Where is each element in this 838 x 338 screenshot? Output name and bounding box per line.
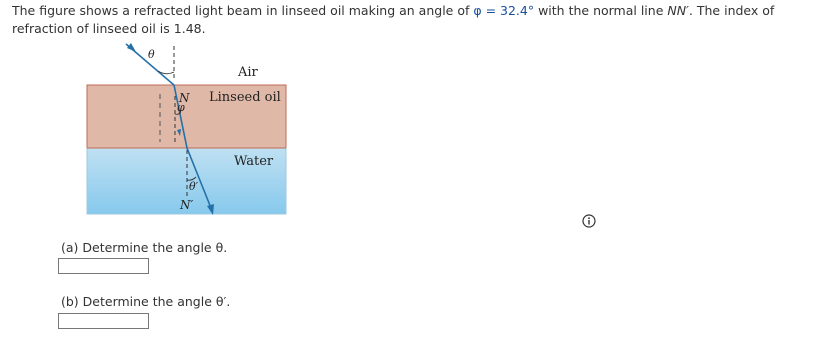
phi-value: φ = 32.4° bbox=[473, 3, 535, 18]
info-icon[interactable] bbox=[582, 213, 596, 227]
question-a-label: (a) Determine the angle θ. bbox=[61, 240, 228, 255]
normal-top-label: N bbox=[179, 91, 190, 105]
info-icon-stem bbox=[588, 220, 589, 225]
linseed-oil-label: Linseed oil bbox=[209, 90, 281, 105]
beam-arrow-air bbox=[127, 43, 136, 52]
info-icon-graphic bbox=[582, 214, 596, 228]
theta-prime-label: θ′ bbox=[189, 180, 199, 193]
problem-text-middle: with the normal line bbox=[534, 3, 668, 18]
normal-line-label: NN′ bbox=[667, 3, 689, 18]
info-icon-dot bbox=[588, 217, 590, 219]
air-label: Air bbox=[238, 65, 258, 80]
answer-b-input[interactable] bbox=[58, 313, 149, 329]
question-b-label: (b) Determine the angle θ′. bbox=[61, 294, 231, 309]
problem-text-before: The figure shows a refracted light beam in linseed oil making an angle of bbox=[12, 3, 474, 18]
water-label: Water bbox=[234, 154, 274, 169]
problem-text-after: . The index of refraction of linseed oil is 1.48. bbox=[12, 3, 775, 36]
problem-statement bbox=[12, 2, 830, 38]
normal-bottom-label: N′ bbox=[180, 198, 194, 212]
theta-label: θ bbox=[148, 48, 155, 61]
answer-a-input[interactable] bbox=[58, 258, 149, 274]
refraction-diagram bbox=[80, 38, 310, 218]
refraction-figure bbox=[80, 38, 310, 218]
phi-label: φ bbox=[177, 101, 185, 114]
